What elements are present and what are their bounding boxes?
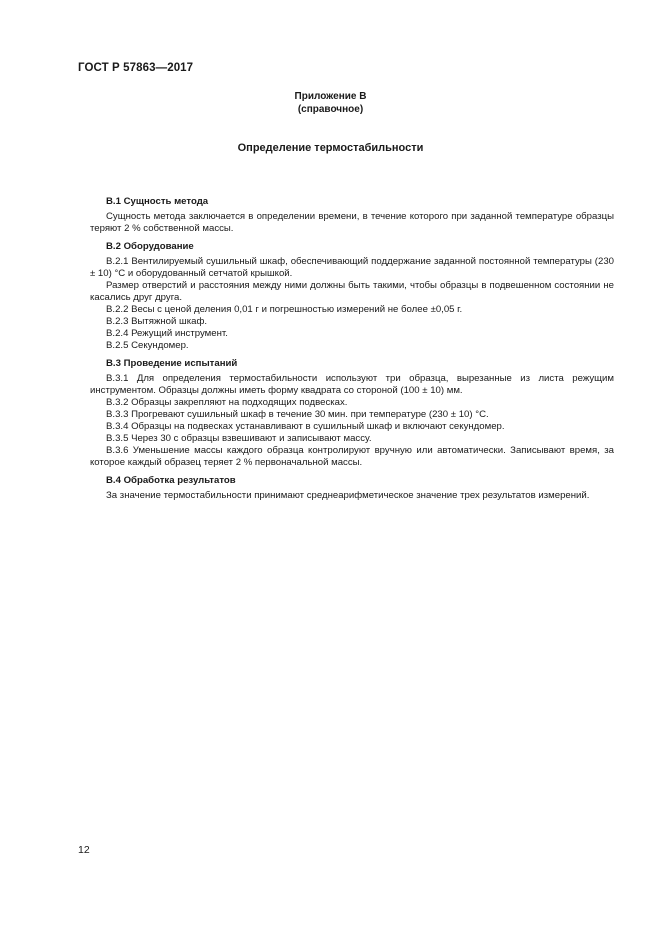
- paragraph: В.2.5 Секундомер.: [106, 340, 189, 351]
- paragraph: В.3.4 Образцы на подвесках устанавливают в сушильный шкаф и включают секундомер.: [106, 421, 505, 432]
- document-body: [90, 196, 614, 502]
- paragraph: В.3.3 Прогревают сушильный шкаф в течение 30 мин. при температуре (230 ± 10) °С.: [106, 409, 489, 420]
- paragraph: Размер отверстий и расстояния между ними должны быть такими, чтобы образцы в подвешенном состоянии не касались друг друга.: [90, 280, 614, 303]
- paragraph: В.3.1 Для определения термостабильности используют три образца, вырезанные из листа режущим инструментом. Образцы должны иметь форму квадрата со стороной (100 ± 10) мм.: [90, 373, 614, 396]
- paragraph: В.2.2 Весы с ценой деления 0,01 г и погрешностью измерений не более ±0,05 г.: [106, 304, 463, 315]
- paragraph: В.3.2 Образцы закрепляют на подходящих подвесках.: [106, 397, 348, 408]
- paragraph: В.2.1 Вентилируемый сушильный шкаф, обеспечивающий поддержание заданной постоянной температуры (230 ± 10) °С и оборудованный сетчатой крышкой.: [90, 256, 614, 279]
- standard-number: ГОСТ Р 57863—2017: [78, 62, 194, 74]
- paragraph: В.2.3 Вытяжной шкаф.: [106, 316, 208, 327]
- section-heading-b3: В.3 Проведение испытаний: [106, 358, 238, 369]
- paragraph: За значение термостабильности принимают среднеарифметическое значение трех результатов измерений.: [106, 490, 590, 501]
- paragraph: В.2.4 Режущий инструмент.: [106, 328, 228, 339]
- section-heading-b4: В.4 Обработка результатов: [106, 475, 236, 486]
- appendix-title: Приложение В: [294, 91, 367, 102]
- paragraph: В.3.5 Через 30 с образцы взвешивают и записывают массу.: [106, 433, 372, 444]
- section-heading-b1: В.1 Сущность метода: [106, 196, 209, 207]
- paragraph: В.3.6 Уменьшение массы каждого образца контролируют вручную или автоматически. Записывают время, за которое каждый образец теряет 2 % первоначальной массы.: [90, 445, 614, 468]
- document-title: Определение термостабильности: [237, 142, 424, 154]
- page-number: 12: [78, 844, 90, 856]
- appendix-type: (справочное): [297, 104, 364, 115]
- section-heading-b2: В.2 Оборудование: [106, 241, 194, 252]
- paragraph: Сущность метода заключается в определении времени, в течение которого при заданной температуре образцы теряют 2 % собственной массы.: [90, 211, 614, 234]
